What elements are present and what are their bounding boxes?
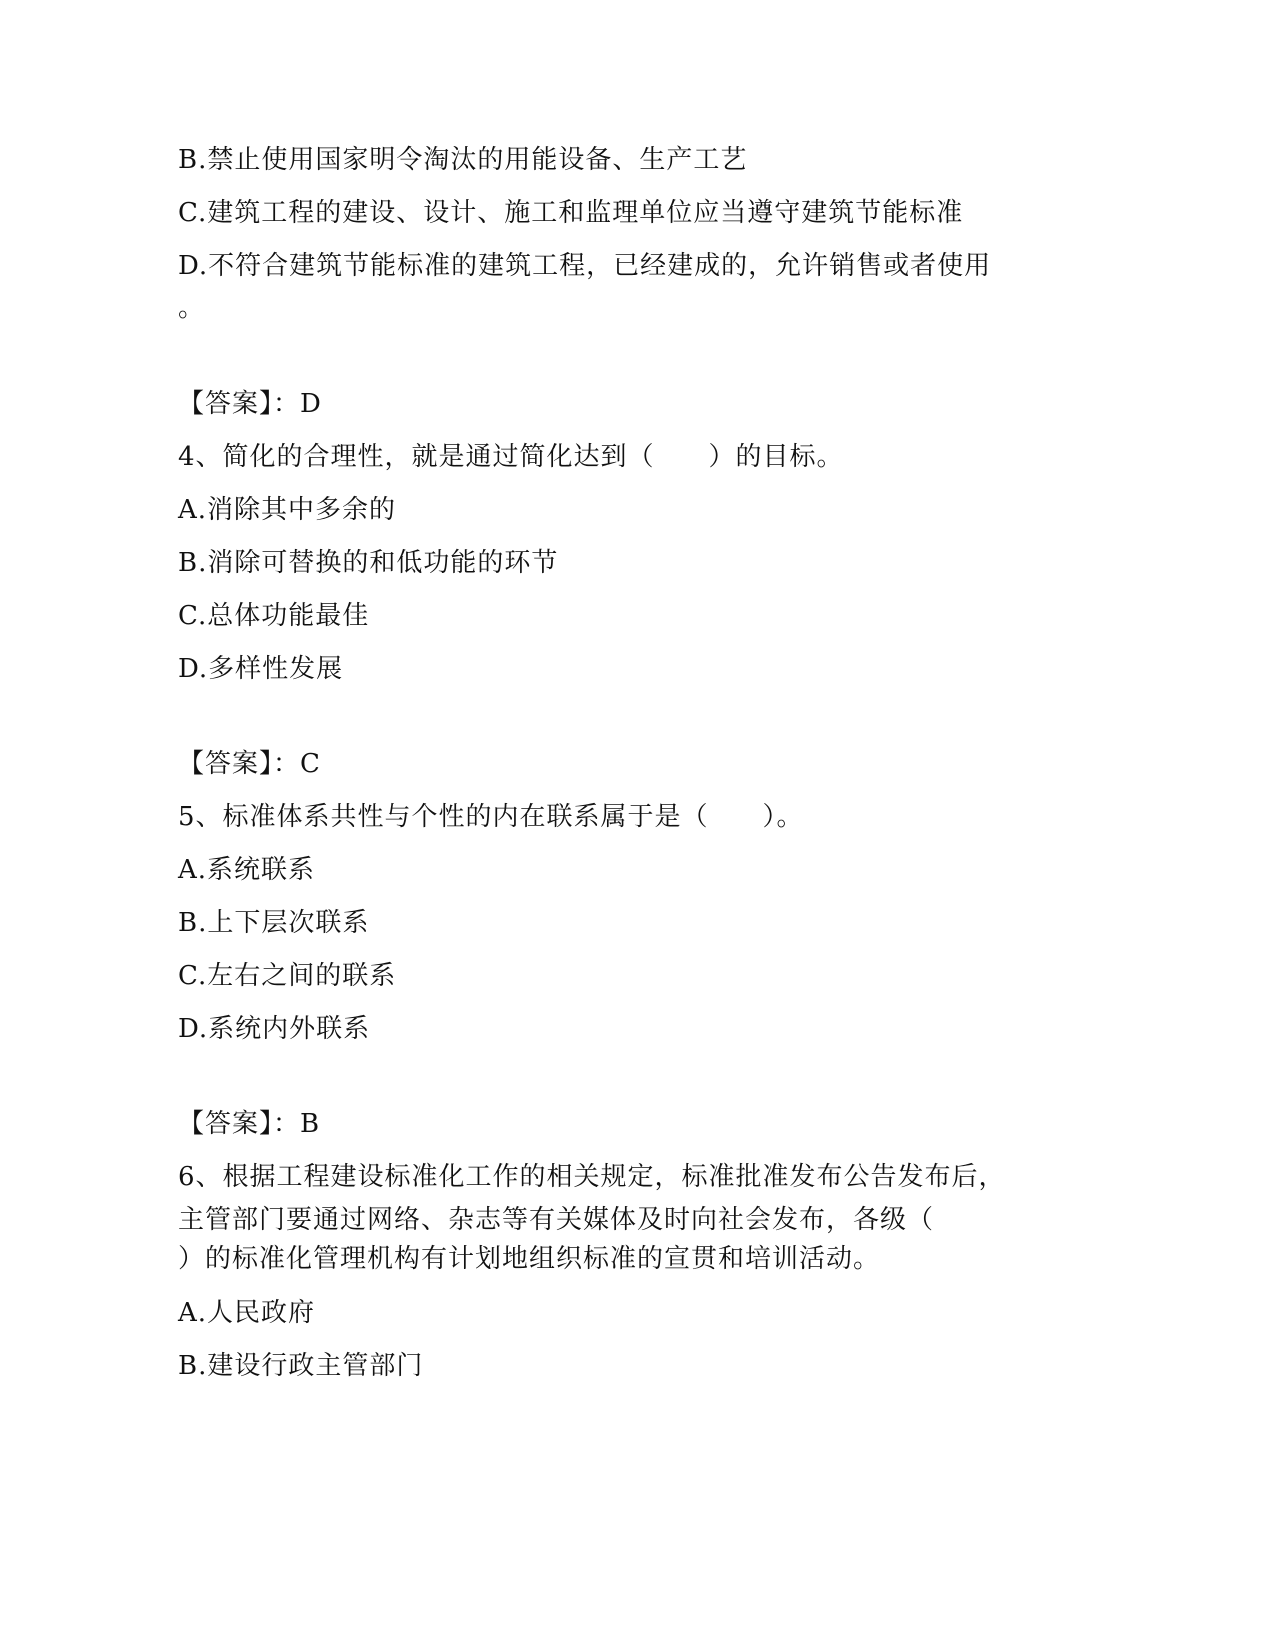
- q6-stem-line-2: 主管部门要通过网络、杂志等有关媒体及时向社会发布，各级（: [178, 1205, 935, 1235]
- q4-option-b: B.消除可替换的和低功能的环节: [178, 548, 559, 578]
- q5-stem: 5、标准体系共性与个性的内在联系属于是（ ）。: [178, 802, 804, 832]
- q5-option-c: C.左右之间的联系: [178, 961, 397, 991]
- q4-option-a: A.消除其中多余的: [178, 495, 397, 525]
- q3-option-c: C.建筑工程的建设、设计、施工和监理单位应当遵守建筑节能标准: [178, 198, 964, 228]
- q3-answer: 【答案】：D: [178, 389, 322, 419]
- q4-option-d: D.多样性发展: [178, 654, 344, 684]
- q4-stem: 4、简化的合理性，就是通过简化达到（ ）的目标。: [178, 442, 844, 472]
- q6-option-b: B.建设行政主管部门: [178, 1351, 424, 1381]
- q3-option-d: D.不符合建筑节能标准的建筑工程，已经建成的，允许销售或者使用: [178, 251, 992, 281]
- q6-stem-line-3: ）的标准化管理机构有计划地组织标准的宣贯和培训活动。: [178, 1244, 881, 1274]
- q6-option-a: A.人民政府: [178, 1298, 316, 1328]
- q3-option-b: B.禁止使用国家明令淘汰的用能设备、生产工艺: [178, 145, 748, 175]
- q5-option-b: B.上下层次联系: [178, 908, 370, 938]
- q5-option-d: D.系统内外联系: [178, 1014, 371, 1044]
- q4-answer: 【答案】：C: [178, 749, 321, 779]
- q3-option-d-continuation: 。: [178, 293, 206, 323]
- q4-option-c: C.总体功能最佳: [178, 601, 370, 631]
- q6-stem-line-1: 6、根据工程建设标准化工作的相关规定，标准批准发布公告发布后，: [178, 1162, 1006, 1192]
- q5-option-a: A.系统联系: [178, 855, 316, 885]
- q5-answer: 【答案】：B: [178, 1109, 321, 1139]
